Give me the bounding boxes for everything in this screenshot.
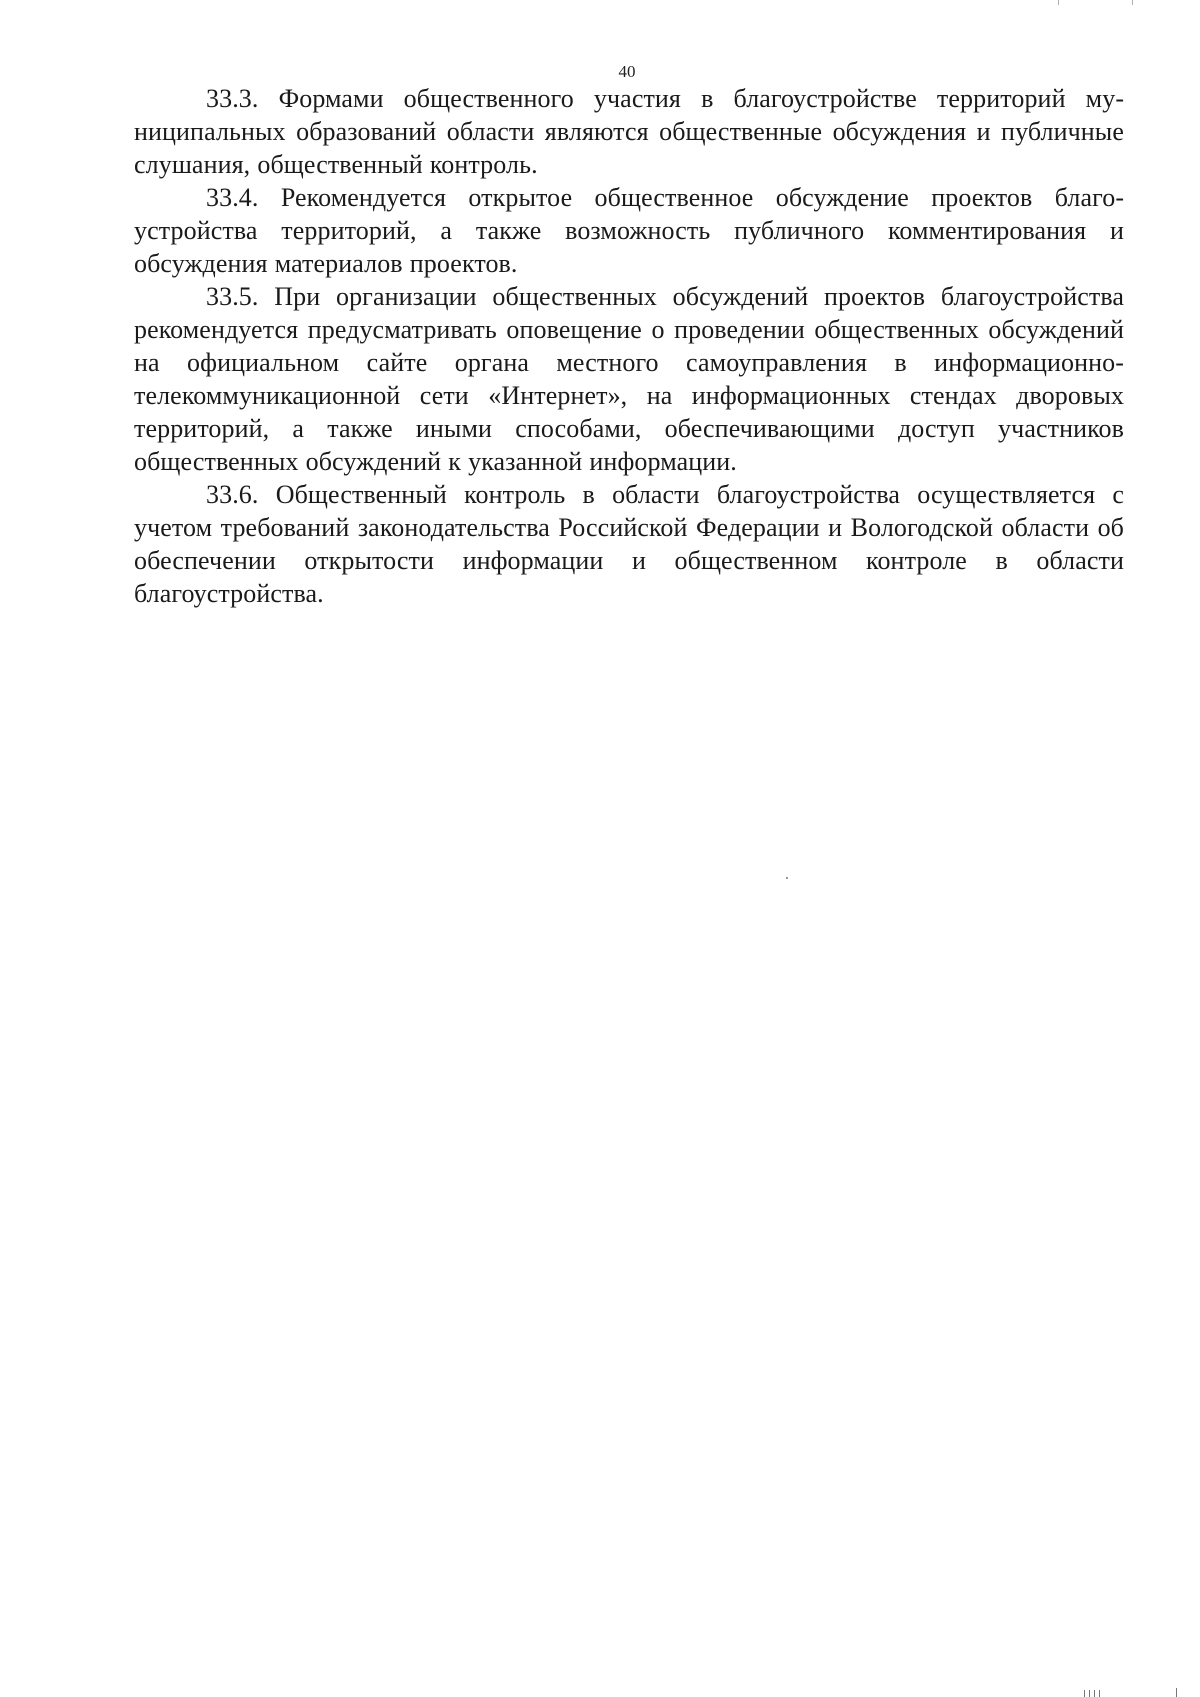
paragraph-33-5: 33.5. При организации общественных обсуждений проектов благоустройства рекомендуется предусматривать оповещение о проведении общественных обсуждений на официальном сайте органа местного самоуправления в информационно-телекоммуникационной сети «Интернет», на информационных стендах дворовых территорий, а также иными способами, обеспечивающими доступ участников общественных обсуждений к указанной информации. [134,282,1124,476]
scan-edge-mark [1132,0,1133,5]
page-number: 40 [618,62,636,81]
scan-edge-mark [1176,1688,1177,1697]
scan-edge-mark [1089,1690,1090,1697]
scan-edge-mark [1084,1690,1085,1697]
document-body [134,82,1124,610]
paragraph-33-6: 33.6. Общественный контроль в области благоустройства осуществляется с учетом требований законодательства Российской Федерации и Вологодской области об обеспечении открытости информации и общественном контроле в области благоустройства. [134,480,1124,608]
scan-speck [786,877,788,879]
scan-edge-mark [1094,1690,1095,1697]
paragraph-33-3: 33.3. Формами общественного участия в благоустройстве территорий муниципальных образований области являются общественные обсуждения и публичные слушания, общественный контроль. [134,84,1124,179]
scan-edge-mark [1058,0,1059,5]
scan-edge-mark [1099,1690,1100,1697]
paragraph-33-4: 33.4. Рекомендуется открытое общественное обсуждение проектов благоустройства территорий, а также возможность публичного комментирования и обсуждения материалов проектов. [134,183,1124,278]
